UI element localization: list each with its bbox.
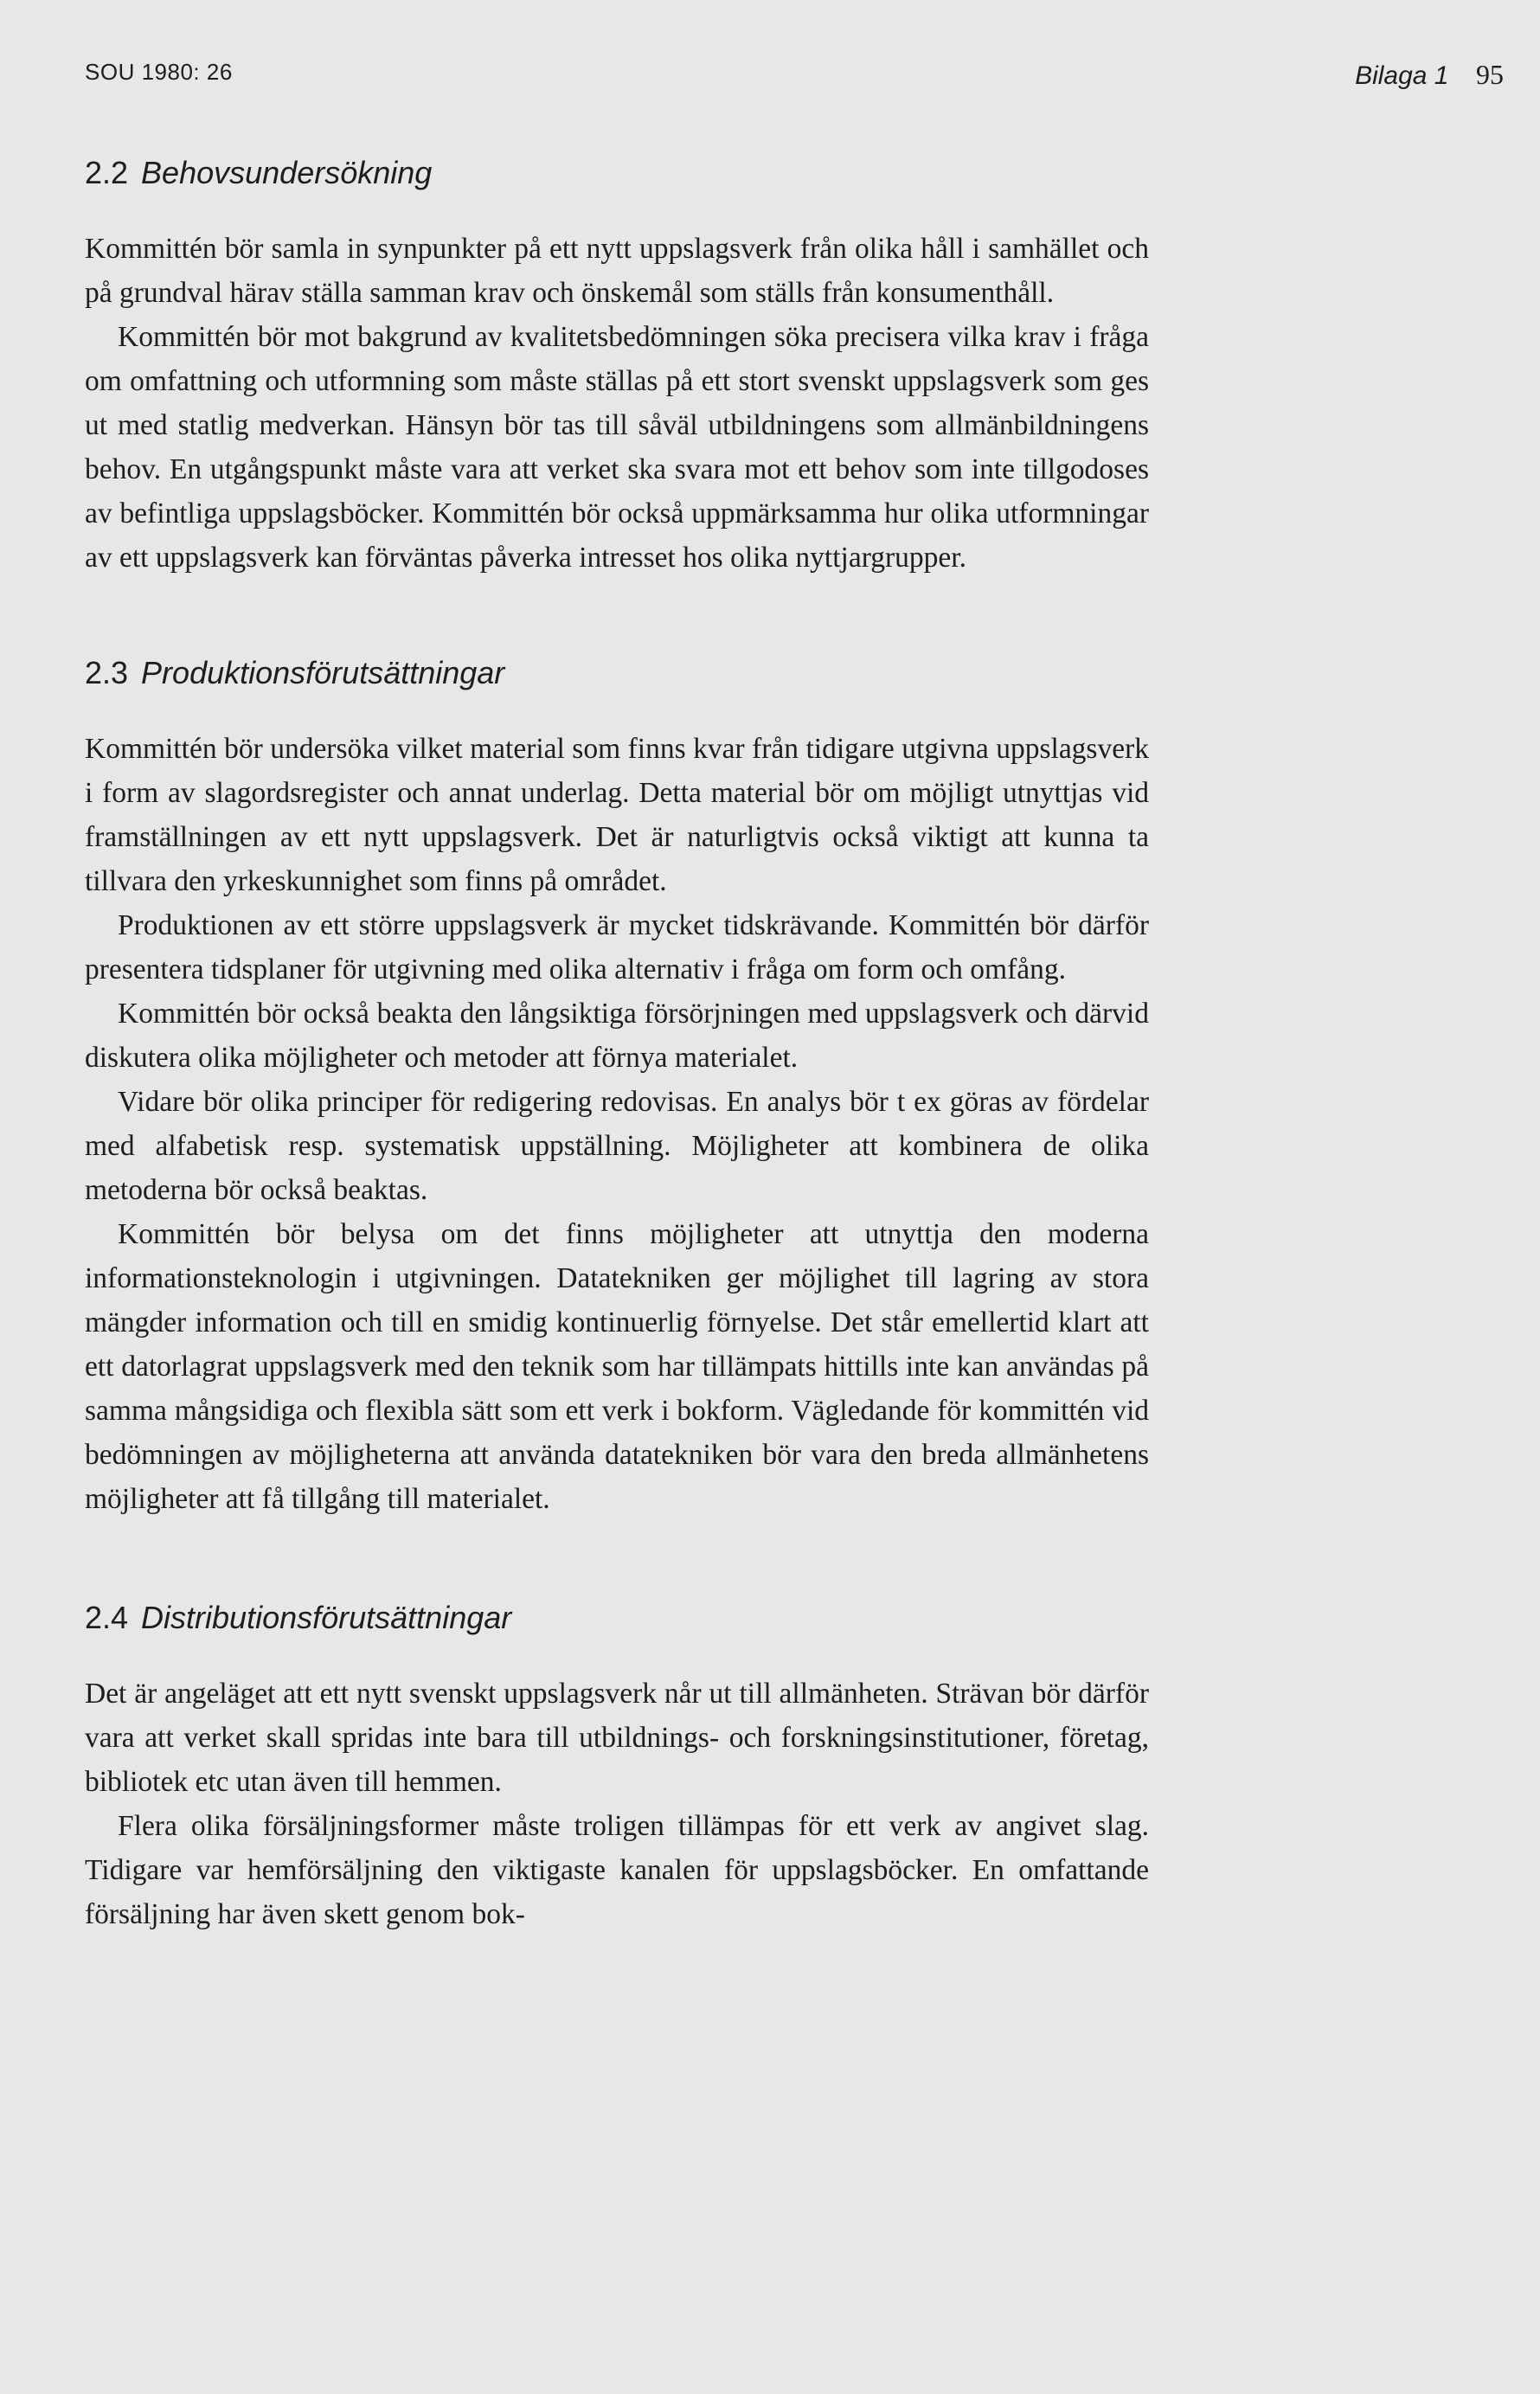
page-header <box>85 59 1504 97</box>
section-2-2 <box>85 154 1149 580</box>
paragraph: Kommittén bör också beakta den långsiktiga försörjningen med uppslagsverk och därvid diskutera olika möjligheter och metoder att förnya materialet. <box>85 998 1149 1074</box>
paragraph: Kommittén bör belysa om det finns möjligheter att utnyttja den moderna informationsteknologin i utgivningen. Datatekniken ger möjlighet till lagring av stora mängder information och till en smidig kontinuerlig förnyelse. Det står emellertid klart att ett datorlagrat uppslagsverk med den teknik som har tillämpats hittills inte kan användas på samma mångsidiga och flexibla sätt som ett verk i bokform. Vägledande för kommittén vid bedömningen av möjligheterna att använda datatekniken bör vara den breda allmänhetens möjligheter att få tillgång till materialet. <box>85 1218 1149 1515</box>
section-number: 2.4 <box>85 1600 129 1635</box>
section-title: Produktionsförutsättningar <box>141 655 505 690</box>
section-number: 2.3 <box>85 655 129 690</box>
section-number: 2.2 <box>85 155 129 190</box>
section-2-4 <box>85 1599 1149 1936</box>
appendix-label: Bilaga 1 <box>1355 61 1449 90</box>
section-heading <box>85 154 1149 192</box>
publication-reference: SOU 1980: 26 <box>85 59 233 85</box>
section-title: Distributionsförutsättningar <box>141 1600 512 1635</box>
paragraph: Kommittén bör mot bakgrund av kvalitetsbedömningen söka precisera vilka krav i fråga om omfattning och utformning som måste ställas på ett stort svenskt uppslagsverk som ges ut med statlig medverkan. Hänsyn bör tas till såväl utbildningens som allmänbildningens behov. En utgångspunkt måste vara att verket ska svara mot ett behov som inte tillgodoses av befintliga uppslagsböcker. Kommittén bör också uppmärksamma hur olika utformningar av ett uppslagsverk kan förväntas påverka intresset hos olika nyttjargrupper. <box>85 321 1149 574</box>
section-title: Behovsundersökning <box>141 155 433 190</box>
header-right <box>1355 59 1504 91</box>
paragraph: Produktionen av ett större uppslagsverk är mycket tidskrävande. Kommittén bör därför presentera tidsplaner för utgivning med olika alternativ i fråga om form och omfång. <box>85 909 1149 985</box>
paragraph: Kommittén bör samla in synpunkter på ett nytt uppslagsverk från olika håll i samhället och på grundval härav ställa samman krav och önskemål som ställs från konsumenthåll. <box>85 233 1149 309</box>
section-heading <box>85 654 1149 692</box>
paragraph: Det är angeläget att ett nytt svenskt uppslagsverk når ut till allmänheten. Strävan bör därför vara att verket skall spridas inte bara till utbildnings- och forskningsinstitutioner, företag, bibliotek etc utan även till hemmen. <box>85 1678 1149 1798</box>
paragraph: Flera olika försäljningsformer måste troligen tillämpas för ett verk av angivet slag. Tidigare var hemförsäljning den viktigaste kanalen för uppslagsböcker. En omfattande försäljning har även skett genom bok- <box>85 1810 1149 1930</box>
section-2-3 <box>85 654 1149 1521</box>
paragraph: Kommittén bör undersöka vilket material som finns kvar från tidigare utgivna uppslagsverk i form av slagordsregister och annat underlag. Detta material bör om möjligt utnyttjas vid framställningen av ett nytt uppslagsverk. Det är naturligtvis också viktigt att kunna ta tillvara den yrkeskunnighet som finns på området. <box>85 733 1149 897</box>
section-heading <box>85 1599 1149 1637</box>
page-number: 95 <box>1476 59 1504 90</box>
paragraph: Vidare bör olika principer för redigering redovisas. En analys bör t ex göras av fördelar med alfabetisk resp. systematisk uppställning. Möjligheter att kombinera de olika metoderna bör också beaktas. <box>85 1086 1149 1206</box>
page-body <box>85 154 1149 1936</box>
